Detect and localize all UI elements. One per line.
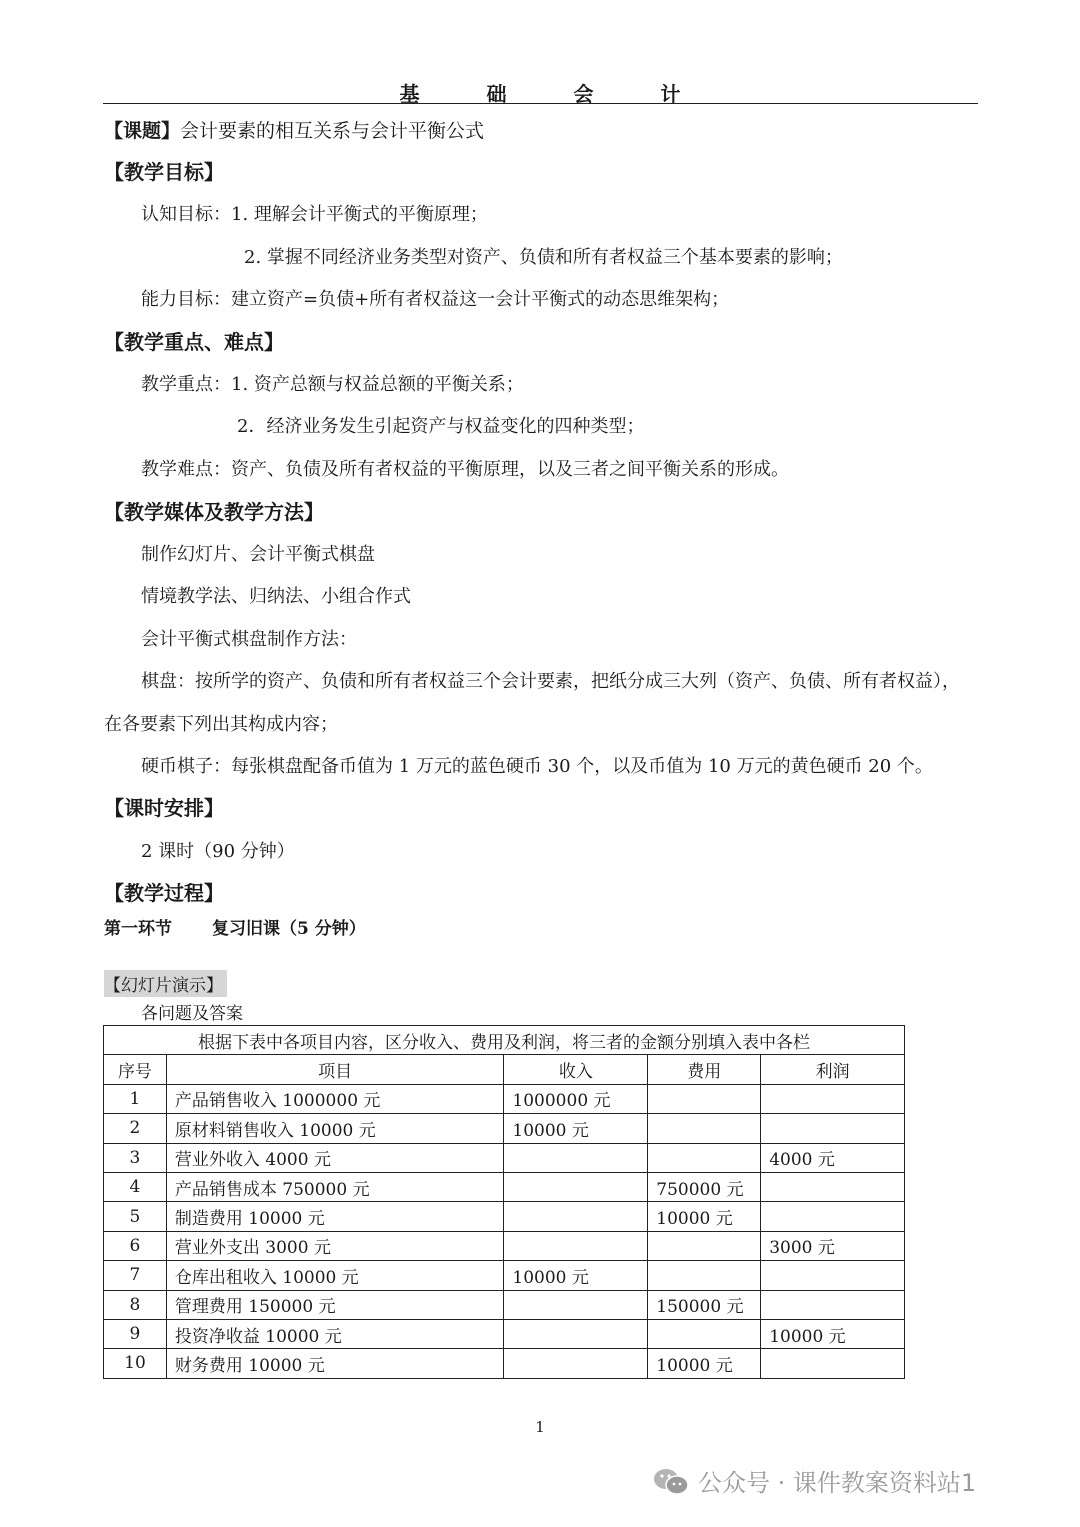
difficulty-point: 教学难点：资产、负债及所有者权益的平衡原理，以及三者之间平衡关系的形成。	[141, 459, 789, 480]
row-item: 产品销售成本 750000 元	[166, 1172, 504, 1201]
table-row	[104, 1172, 905, 1201]
row-expense	[648, 1114, 761, 1143]
goal-ability: 能力目标：建立资产=负债+所有者权益这一会计平衡式的动态思维架构；	[141, 289, 730, 310]
stage-label: 第一环节	[104, 919, 172, 939]
page-number: 1	[535, 1418, 545, 1436]
row-expense	[648, 1319, 761, 1348]
qa-label: 各问题及答案	[141, 1004, 243, 1024]
row-expense	[648, 1084, 761, 1113]
row-index: 10	[104, 1349, 167, 1378]
document-header-title: 基 础 会 计	[399, 82, 711, 106]
watermark-text: 公众号 · 课件教案资料站1	[698, 1469, 977, 1497]
row-index: 3	[104, 1143, 167, 1172]
row-item: 制造费用 10000 元	[166, 1202, 504, 1231]
key-points-heading: 【教学重点、难点】	[104, 330, 284, 354]
row-index: 7	[104, 1261, 167, 1290]
row-profit	[761, 1261, 905, 1290]
row-item: 营业外支出 3000 元	[166, 1231, 504, 1260]
stage-line	[104, 914, 366, 939]
row-income: 10000 元	[504, 1261, 648, 1290]
row-item: 管理费用 150000 元	[166, 1290, 504, 1319]
row-index: 4	[104, 1172, 167, 1201]
row-item: 营业外收入 4000 元	[166, 1143, 504, 1172]
row-expense: 10000 元	[648, 1349, 761, 1378]
table-caption: 根据下表中各项目内容，区分收入、费用及利润，将三者的金额分别填入表中各栏	[104, 1026, 905, 1055]
topic-line	[104, 116, 484, 143]
media-line-4a: 棋盘：按所学的资产、负债和所有者权益三个会计要素，把纸分成三大列（资产、负债、所有者权益），	[141, 671, 960, 692]
row-expense	[648, 1231, 761, 1260]
income-expense-table	[103, 1025, 905, 1379]
row-expense	[648, 1261, 761, 1290]
row-expense: 10000 元	[648, 1202, 761, 1231]
table-row	[104, 1143, 905, 1172]
row-profit: 10000 元	[761, 1319, 905, 1348]
row-income	[504, 1143, 648, 1172]
row-profit	[761, 1084, 905, 1113]
row-index: 9	[104, 1319, 167, 1348]
key-point-2: 2．经济业务发生引起资产与权益变化的四种类型；	[237, 416, 645, 437]
row-item: 原材料销售收入 10000 元	[166, 1114, 504, 1143]
stage-title: 复习旧课（5 分钟）	[212, 919, 366, 939]
row-income: 1000000 元	[504, 1084, 648, 1113]
goal-cognitive-2: 2. 掌握不同经济业务类型对资产、负债和所有者权益三个基本要素的影响；	[244, 247, 843, 268]
header-profit: 利润	[761, 1055, 905, 1084]
table-row	[104, 1349, 905, 1378]
row-item: 财务费用 10000 元	[166, 1349, 504, 1378]
row-index: 2	[104, 1114, 167, 1143]
media-heading: 【教学媒体及教学方法】	[104, 500, 324, 524]
topic-text: 会计要素的相互关系与会计平衡公式	[180, 120, 485, 142]
header-item: 项目	[166, 1055, 504, 1084]
table-row	[104, 1202, 905, 1231]
header-rule	[103, 103, 978, 104]
row-profit	[761, 1114, 905, 1143]
header-expense: 费用	[648, 1055, 761, 1084]
row-income	[504, 1349, 648, 1378]
row-expense: 750000 元	[648, 1172, 761, 1201]
table-row	[104, 1261, 905, 1290]
row-expense: 150000 元	[648, 1290, 761, 1319]
process-heading: 【教学过程】	[104, 881, 224, 905]
row-item: 仓库出租收入 10000 元	[166, 1261, 504, 1290]
row-income	[504, 1202, 648, 1231]
row-index: 8	[104, 1290, 167, 1319]
row-income	[504, 1231, 648, 1260]
wechat-icon	[652, 1466, 690, 1498]
media-line-1: 制作幻灯片、会计平衡式棋盘	[141, 544, 375, 565]
row-income: 10000 元	[504, 1114, 648, 1143]
row-index: 1	[104, 1084, 167, 1113]
media-line-5: 硬币棋子：每张棋盘配备币值为 1 万元的蓝色硬币 30 个，以及币值为 10 万元的黄色硬币 20 个。	[141, 756, 933, 777]
media-line-3: 会计平衡式棋盘制作方法：	[141, 629, 357, 650]
row-income	[504, 1319, 648, 1348]
row-income	[504, 1290, 648, 1319]
table-header-row	[104, 1055, 905, 1084]
key-point-1: 教学重点：1. 资产总额与权益总额的平衡关系；	[141, 374, 524, 395]
row-index: 5	[104, 1202, 167, 1231]
slide-tag: 【幻灯片演示】	[104, 970, 227, 997]
row-expense	[648, 1143, 761, 1172]
table-row	[104, 1114, 905, 1143]
table-row	[104, 1231, 905, 1260]
table-row	[104, 1290, 905, 1319]
row-index: 6	[104, 1231, 167, 1260]
goal-cognitive-1: 认知目标：1. 理解会计平衡式的平衡原理；	[141, 204, 488, 225]
header-index: 序号	[104, 1055, 167, 1084]
table-row	[104, 1084, 905, 1113]
media-line-4b: 在各要素下列出其构成内容；	[104, 714, 338, 735]
header-income: 收入	[504, 1055, 648, 1084]
goals-heading: 【教学目标】	[104, 160, 224, 184]
schedule-text: 2 课时（90 分钟）	[141, 841, 295, 862]
row-profit	[761, 1202, 905, 1231]
row-item: 产品销售收入 1000000 元	[166, 1084, 504, 1113]
row-profit: 4000 元	[761, 1143, 905, 1172]
row-profit: 3000 元	[761, 1231, 905, 1260]
table-row	[104, 1319, 905, 1348]
row-item: 投资净收益 10000 元	[166, 1319, 504, 1348]
row-profit	[761, 1349, 905, 1378]
topic-label: 【课题】	[104, 120, 181, 142]
row-income	[504, 1172, 648, 1201]
row-profit	[761, 1290, 905, 1319]
media-line-2: 情境教学法、归纳法、小组合作式	[141, 586, 411, 607]
row-profit	[761, 1172, 905, 1201]
schedule-heading: 【课时安排】	[104, 796, 224, 820]
